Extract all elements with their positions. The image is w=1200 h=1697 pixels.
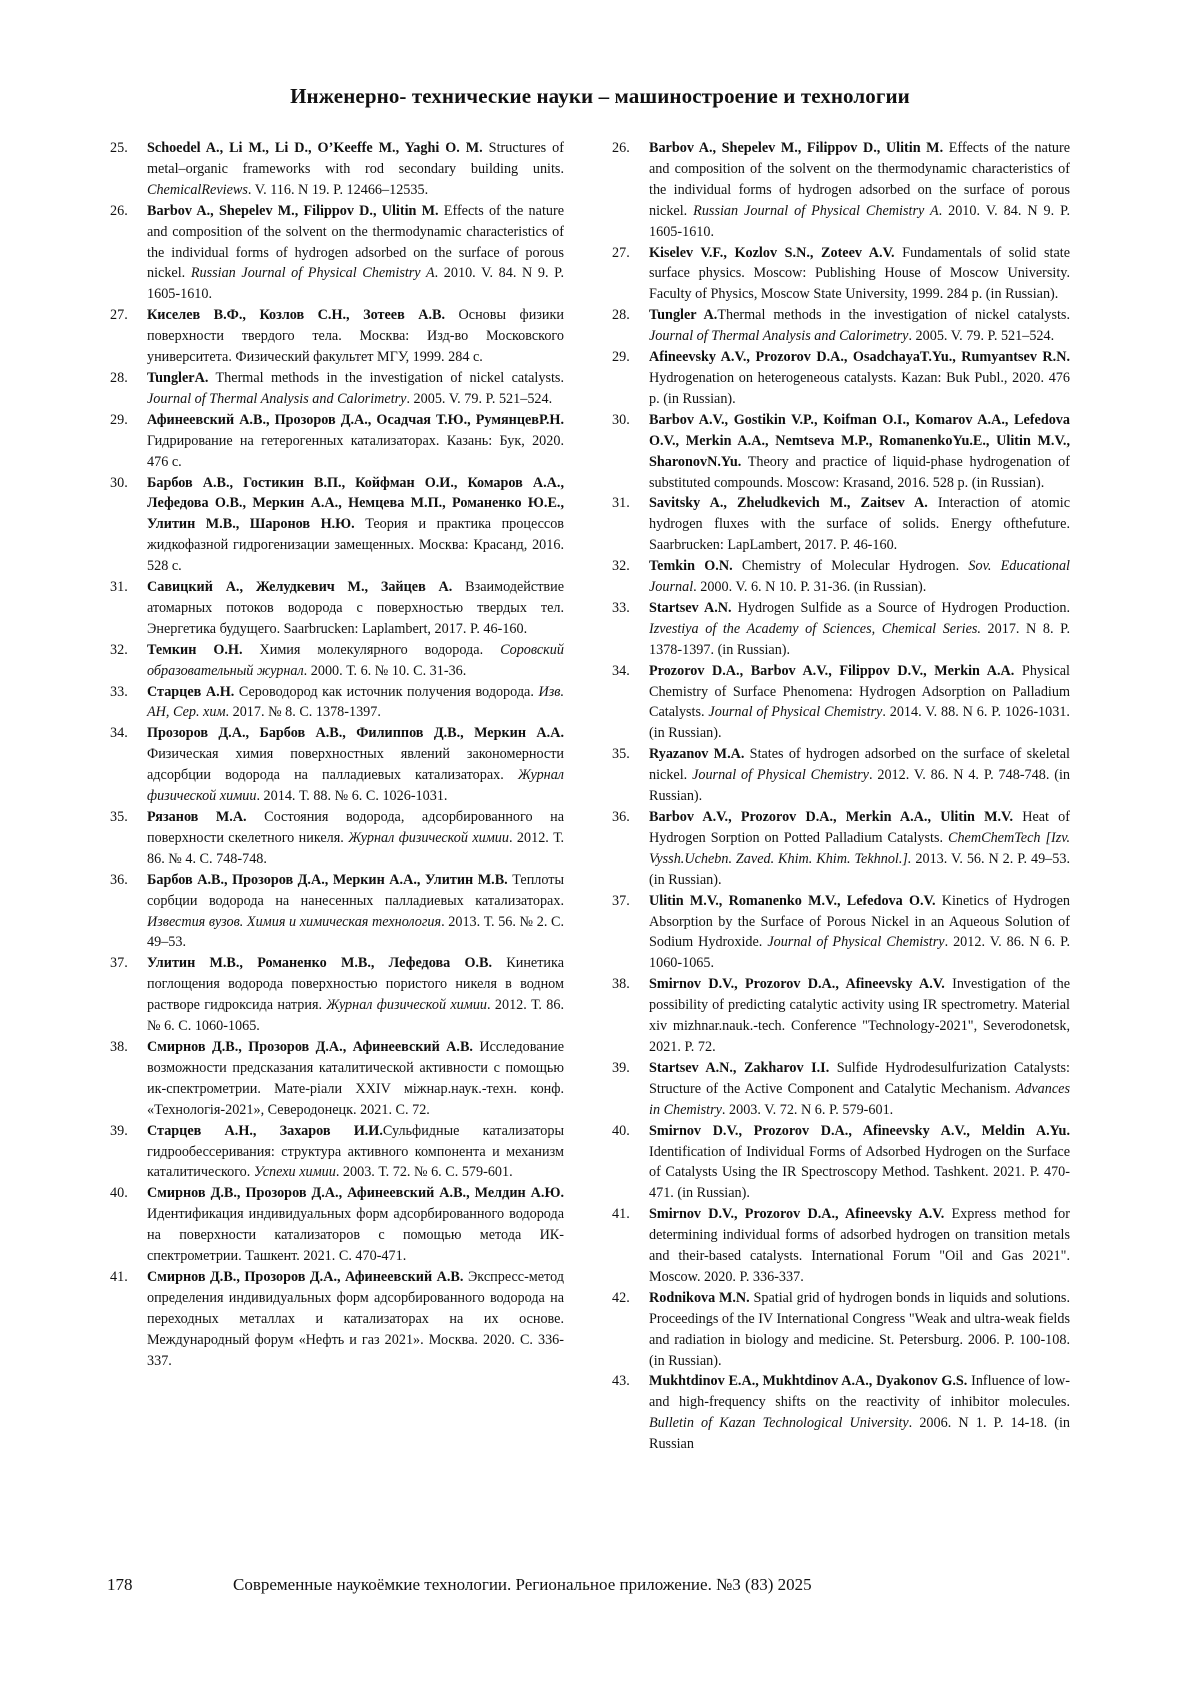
reference-number: 32. bbox=[110, 641, 128, 658]
reference-number: 31. bbox=[612, 495, 630, 512]
reference-title: Hydrogen Sulfide as a Source of Hydrogen Production. bbox=[731, 599, 1070, 616]
reference-source: Журнал физической химии bbox=[326, 997, 488, 1014]
reference-details: . 2000. V. 6. N 10. P. 31-36. (in Russian). bbox=[693, 579, 927, 596]
reference-authors: Startsev A.N. bbox=[649, 599, 732, 616]
reference-title: Theory and practice of liquid-phase hydrogenation of substituted compounds. Moscow: Krasand, 2016. 528 p. (in Russian). bbox=[649, 453, 1070, 491]
reference-item bbox=[612, 410, 1070, 494]
reference-item bbox=[612, 1204, 1070, 1288]
reference-title: Heat of Hydrogen Sorption on Potted Palladium Catalysts. bbox=[649, 809, 1070, 846]
references-column-english bbox=[612, 138, 1070, 1455]
reference-title: Сероводород как источник получения водорода. bbox=[234, 683, 539, 700]
reference-source: ChemicalReviews bbox=[147, 181, 248, 198]
reference-text bbox=[649, 1288, 1070, 1372]
reference-item bbox=[110, 201, 564, 306]
reference-text bbox=[147, 1037, 564, 1121]
reference-number: 42. bbox=[612, 1289, 630, 1306]
reference-text bbox=[147, 807, 564, 870]
reference-details: 2013. V. 56. N 2. P. 49–53. (in Russian). bbox=[649, 850, 1070, 888]
reference-source: Bulletin of Kazan Technological University bbox=[649, 1415, 909, 1432]
reference-title: Effects of the nature and composition of the solvent on the thermodynamic characteristics of the individual forms of hydrogen adsorbed on the surface of porous nickel. bbox=[147, 202, 564, 282]
reference-title: Гидрирование на гетерогенных катализаторах. Казань: Бук, 2020. 476 с. bbox=[147, 432, 564, 470]
reference-text bbox=[147, 368, 564, 410]
reference-text bbox=[649, 410, 1070, 494]
reference-source: Журнал физической химии bbox=[348, 829, 509, 846]
reference-number: 41. bbox=[110, 1268, 128, 1285]
references-column-russian bbox=[110, 138, 564, 1371]
reference-details: . 2012. Т. 86. № 6. С. 1060-1065. bbox=[147, 997, 564, 1035]
reference-details: . 2012. Т. 86. № 4. С. 748-748. bbox=[147, 829, 565, 867]
reference-item bbox=[612, 347, 1070, 410]
reference-details: . 2003. Т. 72. № 6. С. 579-601. bbox=[335, 1164, 513, 1181]
reference-text bbox=[147, 723, 564, 807]
reference-source: Изв. АН, Сер. хим bbox=[147, 683, 564, 721]
reference-authors: Киселев В.Ф., Козлов С.Н., Зотеев А.В. bbox=[147, 307, 446, 324]
reference-title: Теплоты сорбции водорода на нанесенных палладиевых катализаторах. bbox=[147, 871, 565, 909]
reference-text bbox=[147, 1121, 564, 1184]
reference-number: 29. bbox=[110, 411, 128, 428]
reference-number: 39. bbox=[612, 1059, 630, 1076]
reference-text bbox=[147, 1267, 564, 1372]
reference-authors: Прозоров Д.А., Барбов А.В., Филиппов Д.В., Меркин А.А. bbox=[147, 725, 564, 742]
reference-authors: Старцев А.Н., Захаров И.И. bbox=[147, 1122, 383, 1139]
reference-title: Взаимодействие атомарных потоков водорода с поверхностью твердых тел. Энергетика будущего. Saarbrucken: Laplambert, 2017. P. 46-160. bbox=[147, 579, 564, 637]
reference-authors: Смирнов Д.В., Прозоров Д.А., Афинеевский А.В. bbox=[147, 1268, 464, 1285]
reference-number: 33. bbox=[110, 683, 128, 700]
reference-details: . 2000. Т. 6. № 10. С. 31-36. bbox=[303, 662, 467, 679]
reference-details: . 2003. V. 72. N 6. P. 579-601. bbox=[721, 1101, 894, 1118]
reference-number: 35. bbox=[110, 809, 128, 825]
reference-number: 36. bbox=[110, 871, 128, 888]
reference-number: 28. bbox=[110, 369, 128, 386]
reference-number: 39. bbox=[110, 1122, 128, 1139]
reference-authors: Barbov A.V., Prozorov D.A., Merkin A.A., Ulitin M.V. bbox=[649, 809, 1013, 825]
reference-number: 41. bbox=[612, 1206, 630, 1223]
reference-details: 2017. N 8. P. 1378-1397. (in Russian). bbox=[649, 620, 1070, 658]
reference-authors: Ulitin M.V., Romanenko M.V., Lefedova O.V. bbox=[649, 892, 936, 909]
reference-text bbox=[147, 201, 564, 306]
reference-title: Thermal methods in the investigation of nickel catalysts. bbox=[717, 307, 1070, 324]
reference-details: . 2012. V. 86. N 6. P. 1060-1065. bbox=[649, 934, 1070, 972]
reference-text bbox=[649, 1204, 1070, 1288]
reference-title: Spatial grid of hydrogen bonds in liquids and solutions. Proceedings of the IV International Congress "Weak and ultra-weak fields and radiation in biology and medicine. St. Petersburg. 2006. P. 100-108. (in Russian). bbox=[649, 1289, 1070, 1369]
reference-source: Sov. Educational Journal bbox=[649, 558, 1070, 596]
reference-text bbox=[147, 138, 564, 201]
reference-title: Теория и практика процессов жидкофазной гидрогенизации замещенных. Москва: Красанд, 2016. 528 с. bbox=[147, 516, 564, 575]
reference-text bbox=[147, 870, 564, 954]
reference-item bbox=[612, 556, 1070, 598]
reference-title: Express method for determining individual forms of adsorbed hydrogen on transition metals and their-based catalysts. International Forum "Oil and Gas 2021". Moscow. 2020. P. 336-337. bbox=[649, 1206, 1070, 1285]
reference-title: Основы физики поверхности твердого тела. Москва: Изд-во Московского университета. Физический факультет МГУ, 1999. 284 с. bbox=[147, 307, 564, 366]
reference-number: 32. bbox=[612, 558, 630, 575]
reference-title: Кинетика поглощения водорода поверхностью пористого никеля в водном растворе гидроксида натрия. bbox=[147, 955, 564, 1014]
reference-text bbox=[649, 807, 1070, 891]
reference-source: Journal of Physical Chemistry bbox=[692, 767, 869, 784]
reference-text bbox=[649, 556, 1070, 598]
reference-authors: Савицкий А., Желудкевич М., Зайцев А. bbox=[147, 579, 453, 596]
reference-text bbox=[649, 493, 1070, 556]
reference-item bbox=[110, 723, 564, 807]
reference-source: Успехи химии bbox=[253, 1164, 336, 1181]
reference-number: 34. bbox=[110, 725, 128, 742]
reference-source: Известия вузов. Химия и химическая технология bbox=[147, 913, 442, 930]
reference-item bbox=[612, 1121, 1070, 1205]
reference-title: Состояния водорода, адсорбированного на поверхности скелетного никеля. bbox=[147, 809, 564, 846]
reference-authors: Smirnov D.V., Prozorov D.A., Afineevsky A.V., Meldin A.Yu. bbox=[649, 1122, 1070, 1139]
reference-authors: Kiselev V.F., Kozlov S.N., Zoteev A.V. bbox=[649, 244, 895, 261]
reference-item bbox=[612, 744, 1070, 807]
reference-details: . 2017. № 8. С. 1378-1397. bbox=[225, 704, 381, 721]
reference-title: Химия молекулярного водорода. bbox=[242, 641, 501, 658]
reference-authors: Smirnov D.V., Prozorov D.A., Afineevsky A.V. bbox=[649, 976, 945, 993]
reference-details: . 2006. N 1. P. 14-18. (in Russian bbox=[649, 1415, 1071, 1453]
reference-text bbox=[649, 243, 1070, 306]
reference-item bbox=[110, 473, 564, 578]
reference-number: 25. bbox=[110, 140, 128, 156]
reference-details: . 2013. Т. 56. № 2. С. 49–53. bbox=[147, 913, 564, 951]
reference-authors: Смирнов Д.В., Прозоров Д.А., Афинеевский А.В., Мелдин А.Ю. bbox=[147, 1185, 564, 1202]
reference-title: Physical Chemistry of Surface Phenomena: Hydrogen Adsorption on Palladium Catalysts. bbox=[649, 662, 1071, 721]
reference-number: 26. bbox=[110, 202, 128, 219]
reference-title: Kinetics of Hydrogen Absorption by the Surface of Porous Nickel in an Aqueous Solution of Sodium Hydroxide. bbox=[649, 892, 1070, 951]
page-number: 178 bbox=[107, 1575, 133, 1594]
reference-item bbox=[612, 661, 1070, 745]
reference-authors: Savitsky A., Zheludkevich M., Zaitsev A. bbox=[649, 495, 928, 512]
reference-number: 37. bbox=[612, 892, 630, 909]
reference-source: Journal of Thermal Analysis and Calorimetry bbox=[649, 328, 909, 345]
reference-number: 26. bbox=[612, 140, 630, 156]
reference-number: 27. bbox=[612, 244, 630, 261]
reference-authors: Barbov A., Shepelev M., Filippov D., Ulitin M. bbox=[649, 140, 944, 156]
reference-source: Russian Journal of Physical Chemistry A bbox=[693, 202, 939, 219]
reference-item bbox=[110, 640, 564, 682]
reference-source: Advances in Chemistry bbox=[649, 1080, 1070, 1118]
reference-details: . 2010. V. 84. N 9. P. 1605-1610. bbox=[649, 202, 1070, 240]
reference-title: Interaction of atomic hydrogen fluxes with the surface of solids. Energy ofthefuture. Saarbrucken: LapLambert, 2017. P. 46-160. bbox=[649, 495, 1071, 554]
reference-text bbox=[147, 1183, 564, 1267]
reference-text bbox=[147, 410, 564, 473]
reference-authors: Темкин О.Н. bbox=[147, 641, 243, 658]
reference-text bbox=[649, 347, 1070, 410]
reference-title: Исследование возможности предсказания каталитической активности с помощью ик-спектрометрии. Мате-ріали XXIV міжнар.наук.-техн. конф. «Технологія-2021», Северодонецк. 2021. С. 72. bbox=[147, 1038, 564, 1118]
reference-authors: Rodnikova M.N. bbox=[649, 1289, 750, 1306]
reference-item bbox=[110, 1037, 564, 1121]
reference-details: . 2005. V. 79. P. 521–524. bbox=[908, 328, 1055, 345]
reference-number: 40. bbox=[612, 1122, 630, 1139]
reference-text bbox=[649, 598, 1070, 661]
reference-title: Fundamentals of solid state surface physics. Moscow: Publishing House of Moscow University. Faculty of Physics, Moscow State University, 1999. 284 p. (in Russian). bbox=[649, 244, 1070, 303]
reference-text bbox=[147, 305, 564, 368]
reference-authors: Afineevsky A.V., Prozorov D.A., OsadchayaT.Yu., Rumyantsev R.N. bbox=[649, 349, 1070, 366]
reference-number: 29. bbox=[612, 349, 630, 366]
reference-source: Соровский образовательный журнал bbox=[147, 641, 564, 679]
reference-details: . V. 116. N 19. P. 12466–12535. bbox=[247, 181, 429, 198]
reference-text bbox=[649, 744, 1070, 807]
reference-authors: Афинеевский А.В., Прозоров Д.А., Осадчая Т.Ю., РумянцевР.Н. bbox=[147, 411, 564, 428]
reference-item bbox=[612, 305, 1070, 347]
reference-item bbox=[612, 891, 1070, 975]
reference-title: Thermal methods in the investigation of nickel catalysts. bbox=[208, 369, 564, 386]
reference-text bbox=[147, 577, 564, 640]
reference-details: . 2012. V. 86. N 4. P. 748-748. (in Russian). bbox=[649, 767, 1070, 805]
reference-title: States of hydrogen adsorbed on the surface of skeletal nickel. bbox=[649, 746, 1070, 784]
reference-source: Journal of Physical Chemistry bbox=[767, 934, 945, 951]
reference-text bbox=[649, 1371, 1070, 1455]
reference-text bbox=[649, 1121, 1070, 1205]
reference-item bbox=[110, 1183, 564, 1267]
reference-number: 27. bbox=[110, 307, 128, 324]
reference-title: Сульфидные катализаторы гидрообессеривания: структура активного компонента и механизм каталитического. bbox=[147, 1122, 564, 1181]
journal-title: Современные наукоёмкие технологии. Региональное приложение. №3 (83) 2025 bbox=[233, 1575, 812, 1594]
reference-title: Influence of low- and high-frequency shifts on the reactivity of inhibitor molecules. bbox=[649, 1373, 1070, 1411]
reference-authors: Барбов А.В., Прозоров Д.А., Меркин А.А., Улитин М.В. bbox=[147, 871, 508, 888]
reference-title: Идентификация индивидуальных форм адсорбированного водорода на поверхности катализаторов с помощью метода ИК-спектрометрии. Ташкент. 2021. С. 470-471. bbox=[147, 1206, 564, 1265]
reference-number: 35. bbox=[612, 746, 630, 763]
reference-number: 38. bbox=[110, 1038, 128, 1055]
reference-authors: Barbov A.V., Gostikin V.P., Koifman O.I., Komarov A.A., Lefedova O.V., Merkin A.A., Nemtseva M.P., RomanenkoYu.E., Ulitin M.V., SharonovN.Yu. bbox=[649, 411, 1070, 470]
reference-number: 34. bbox=[612, 662, 630, 679]
reference-text bbox=[147, 682, 564, 724]
reference-item bbox=[612, 1058, 1070, 1121]
reference-text bbox=[649, 138, 1070, 243]
reference-text bbox=[649, 974, 1070, 1058]
reference-authors: Prozorov D.A., Barbov A.V., Filippov D.V., Merkin A.A. bbox=[649, 662, 1015, 679]
reference-item bbox=[612, 1288, 1070, 1372]
reference-item bbox=[612, 493, 1070, 556]
reference-title: Identification of Individual Forms of Adsorbed Hydrogen on the Surface of Catalysts Using the IR Spectroscopy Method. Tashkent. 2021. P. 470-471. (in Russian). bbox=[649, 1143, 1070, 1202]
reference-source: Journal of Physical Chemistry bbox=[708, 704, 883, 721]
reference-title: Effects of the nature and composition of the solvent on the thermodynamic characteristics of the individual forms of hydrogen adsorbed on the surface of porous nickel. bbox=[649, 140, 1070, 219]
reference-source: Journal of Thermal Analysis and Calorimetry bbox=[147, 390, 407, 407]
reference-number: 31. bbox=[110, 579, 128, 596]
reference-text bbox=[649, 661, 1070, 745]
reference-details: . 2014. V. 88. N 6. P. 1026-1031. (in Russian). bbox=[649, 704, 1070, 742]
reference-authors: TunglerA. bbox=[147, 369, 209, 386]
reference-number: 40. bbox=[110, 1185, 128, 1202]
reference-authors: Старцев А.Н. bbox=[147, 683, 235, 700]
reference-number: 38. bbox=[612, 976, 630, 993]
reference-item bbox=[612, 1371, 1070, 1455]
reference-title: Structures of metal–organic frameworks with rod secondary building units. bbox=[147, 140, 564, 177]
reference-source: Izvestiya of the Academy of Sciences, Chemical Series. bbox=[649, 620, 981, 637]
reference-number: 37. bbox=[110, 955, 128, 972]
reference-details: . 2005. V. 79. P. 521–524. bbox=[406, 390, 553, 407]
reference-item bbox=[110, 410, 564, 473]
reference-item bbox=[612, 138, 1070, 243]
reference-text bbox=[147, 953, 564, 1037]
reference-title: Экспресс-метод определения индивидуальных форм адсорбированного водорода на переходных металлах и катализаторах на их основе. Международный форум «Нефть и газ 2021». Москва. 2020. С. 336-337. bbox=[147, 1268, 564, 1369]
reference-item bbox=[110, 1267, 564, 1372]
reference-authors: Улитин М.В., Романенко М.В., Лефедова О.В. bbox=[147, 955, 493, 972]
reference-item bbox=[110, 1121, 564, 1184]
reference-item bbox=[110, 305, 564, 368]
reference-title: Hydrogenation on heterogeneous catalysts. Kazan: Buk Publ., 2020. 476 p. (in Russian). bbox=[649, 369, 1070, 407]
reference-item bbox=[110, 138, 564, 201]
reference-item bbox=[110, 682, 564, 724]
reference-details: . 2010. V. 84. N 9. P. 1605-1610. bbox=[147, 265, 564, 303]
reference-item bbox=[110, 870, 564, 954]
reference-title: Sulfide Hydrodesulfurization Catalysts: Structure of the Active Component and Catalytic Mechanism. bbox=[649, 1059, 1070, 1097]
reference-text bbox=[649, 891, 1070, 975]
reference-item bbox=[110, 807, 564, 870]
reference-number: 28. bbox=[612, 307, 630, 324]
reference-number: 43. bbox=[612, 1373, 630, 1390]
reference-item bbox=[612, 243, 1070, 306]
reference-title: Физическая химия поверхностных явлений закономерности адсорбции водорода на палладиевых катализаторах. bbox=[147, 746, 564, 784]
reference-title: Investigation of the possibility of predicting catalytic activity using IR spectrometry. Material xiv mizhnar.nauk.-tech. Conference "Technology-2021", Severodonetsk, 2021. P. 72. bbox=[649, 976, 1071, 1055]
reference-text bbox=[649, 305, 1070, 347]
running-header: Инженерно- технические науки – машиностроение и технологии bbox=[290, 84, 910, 108]
reference-item bbox=[110, 577, 564, 640]
reference-source: ChemChemTech [Izv. Vyssh.Uchebn. Zaved. Khim. Khim. Tekhnol.]. bbox=[649, 829, 1071, 867]
reference-number: 33. bbox=[612, 599, 630, 616]
reference-authors: Temkin O.N. bbox=[649, 558, 733, 575]
reference-authors: Барбов А.В., Гостикин В.П., Койфман О.И., Комаров А.А., Лефедова О.В., Меркин А.А., Немцева М.П., Романенко Ю.Е., Улитин М.В., Шаронов Н.Ю. bbox=[147, 474, 564, 533]
reference-authors: Schoedel A., Li M., Li D., O’Keeffe M., Yaghi O. M. bbox=[147, 140, 483, 156]
reference-authors: Startsev A.N., Zakharov I.I. bbox=[649, 1059, 830, 1076]
reference-authors: Рязанов М.А. bbox=[147, 809, 247, 825]
reference-details: . 2014. Т. 88. № 6. С. 1026-1031. bbox=[256, 788, 448, 805]
reference-item bbox=[612, 598, 1070, 661]
reference-authors: Tungler A. bbox=[649, 307, 718, 324]
reference-text bbox=[649, 1058, 1070, 1121]
reference-source: Russian Journal of Physical Chemistry A bbox=[190, 265, 435, 282]
reference-item bbox=[110, 368, 564, 410]
reference-authors: Ryazanov M.A. bbox=[649, 746, 745, 763]
reference-item bbox=[612, 807, 1070, 891]
reference-item bbox=[612, 974, 1070, 1058]
reference-authors: Smirnov D.V., Prozorov D.A., Afineevsky A.V. bbox=[649, 1206, 945, 1223]
reference-authors: Barbov A., Shepelev M., Filippov D., Ulitin M. bbox=[147, 202, 439, 219]
reference-authors: Mukhtdinov E.A., Mukhtdinov A.A., Dyakonov G.S. bbox=[649, 1373, 968, 1390]
reference-number: 36. bbox=[612, 809, 630, 825]
reference-title: Chemistry of Molecular Hydrogen. bbox=[732, 558, 969, 575]
reference-number: 30. bbox=[612, 411, 630, 428]
reference-authors: Смирнов Д.В., Прозоров Д.А., Афинеевский А.В. bbox=[147, 1038, 473, 1055]
reference-item bbox=[110, 953, 564, 1037]
reference-text bbox=[147, 473, 564, 578]
reference-source: Журнал физической химии bbox=[147, 767, 564, 805]
reference-number: 30. bbox=[110, 474, 128, 491]
reference-text bbox=[147, 640, 564, 682]
